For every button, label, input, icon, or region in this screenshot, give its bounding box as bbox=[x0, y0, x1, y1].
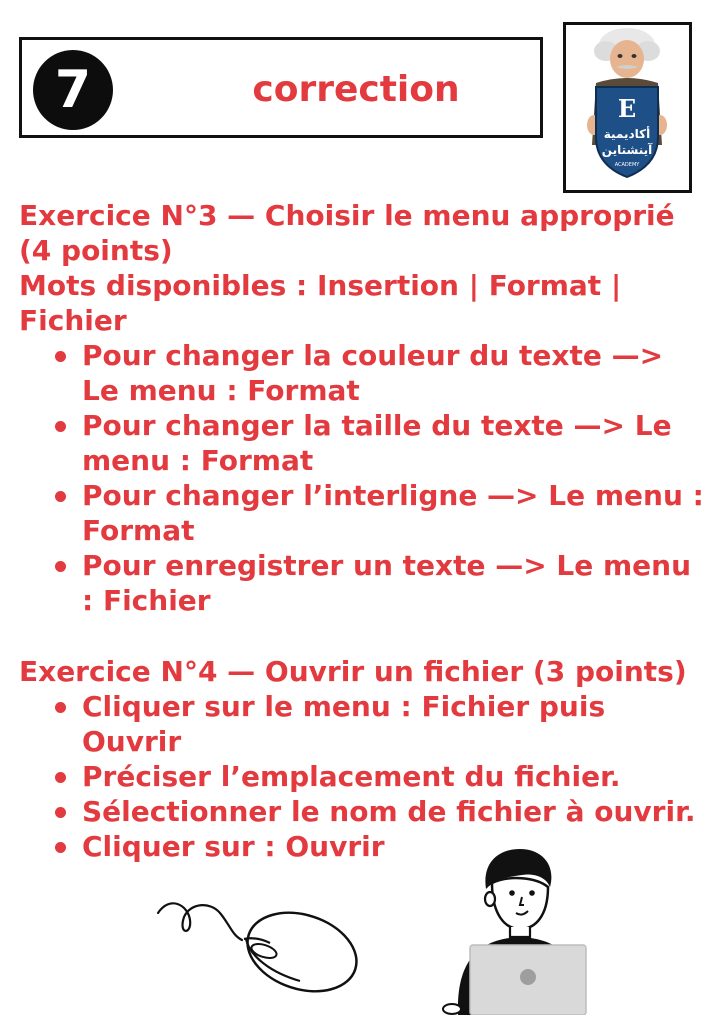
page-title: correction bbox=[252, 69, 460, 110]
mouse-illustration-icon bbox=[150, 895, 360, 995]
bullet-icon bbox=[55, 351, 66, 362]
exercise3-heading-line2: (4 points) bbox=[19, 234, 173, 267]
words-available-line2: Fichier bbox=[19, 304, 127, 337]
bullet-icon bbox=[55, 772, 66, 783]
bullet-icon bbox=[55, 561, 66, 572]
page-number-badge: 7 bbox=[33, 50, 113, 130]
list-item-text: Pour changer la couleur du texte —> Le menu : Format bbox=[82, 339, 664, 407]
list-item-text: Sélectionner le nom de fichier à ouvrir. bbox=[82, 795, 696, 828]
list-item bbox=[19, 759, 709, 794]
header-box bbox=[19, 37, 543, 138]
list-item bbox=[19, 829, 709, 864]
academy-logo-icon bbox=[566, 25, 689, 190]
bullet-icon bbox=[55, 421, 66, 432]
words-available-line1: Mots disponibles : Insertion | Format | bbox=[19, 269, 622, 302]
list-item-text: Pour changer la taille du texte —> Le menu : Format bbox=[82, 409, 672, 477]
exercise3-heading-line1: Exercice N°3 — Choisir le menu approprié bbox=[19, 199, 675, 232]
section-spacer bbox=[19, 618, 709, 654]
bullet-icon bbox=[55, 842, 66, 853]
logo-letter: E bbox=[617, 94, 637, 123]
list-item bbox=[19, 478, 709, 548]
mouse-illustration bbox=[150, 895, 360, 999]
logo-arabic-line2: آينشتاين bbox=[601, 143, 653, 157]
logo-sub: ACADEMY bbox=[614, 162, 640, 168]
bullet-icon bbox=[55, 702, 66, 713]
list-item bbox=[19, 689, 709, 759]
bullet-icon bbox=[55, 491, 66, 502]
exercise4-list bbox=[19, 689, 709, 864]
list-item bbox=[19, 794, 709, 829]
list-item-text: Pour changer l’interligne —> Le menu : Format bbox=[82, 479, 704, 547]
person-laptop-illustration bbox=[438, 843, 598, 1019]
list-item bbox=[19, 408, 709, 478]
list-item-text: Cliquer sur le menu : Fichier puis Ouvrir bbox=[82, 690, 606, 758]
logo-arabic-line1: أكاديمية bbox=[603, 127, 651, 141]
list-item bbox=[19, 548, 709, 618]
list-item-text: Préciser l’emplacement du fichier. bbox=[82, 760, 621, 793]
list-item-text: Cliquer sur : Ouvrir bbox=[82, 830, 385, 863]
person-laptop-illustration-icon bbox=[438, 843, 598, 1015]
list-item bbox=[19, 338, 709, 408]
academy-logo bbox=[563, 22, 692, 193]
exercise3-list bbox=[19, 338, 709, 618]
exercise4-heading: Exercice N°4 — Ouvrir un fichier (3 points) bbox=[19, 655, 687, 688]
list-item-text: Pour enregistrer un texte —> Le menu : Fichier bbox=[82, 549, 692, 617]
bullet-icon bbox=[55, 807, 66, 818]
content bbox=[19, 198, 709, 864]
